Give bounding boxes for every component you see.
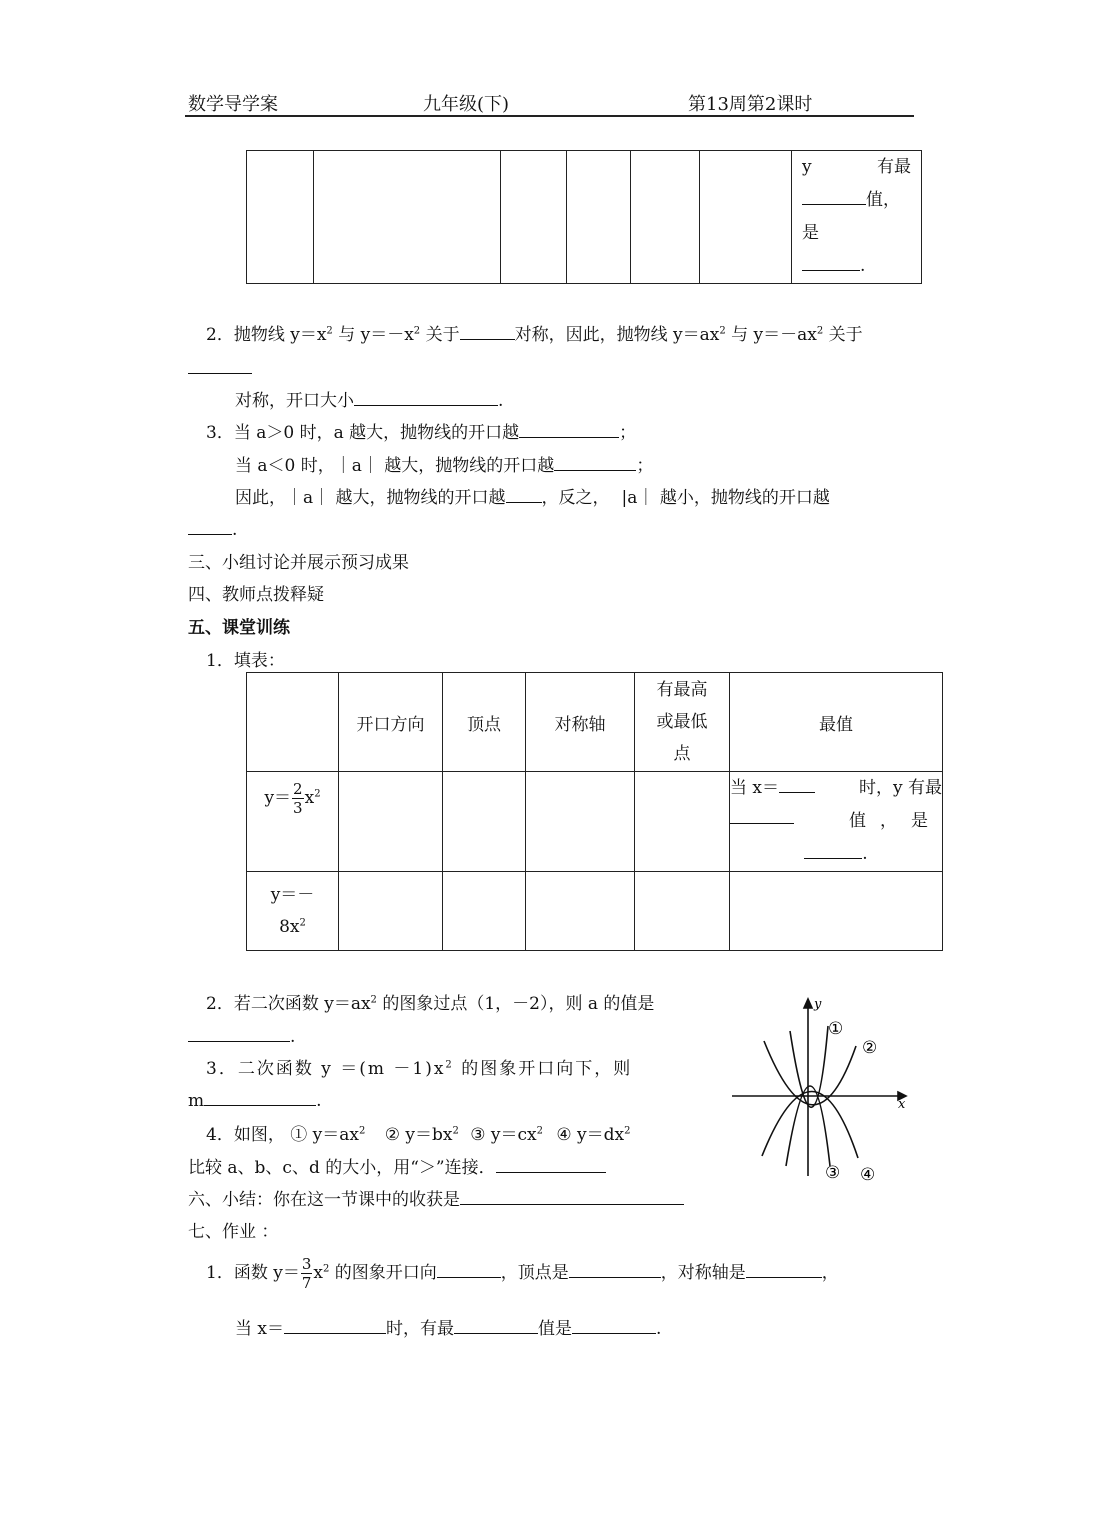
row2-function: y＝－ $8x^2$: [247, 872, 339, 951]
blank[interactable]: [188, 516, 232, 535]
blank[interactable]: [354, 387, 498, 406]
section-4: 四、教师点拨释疑: [188, 585, 324, 605]
blank[interactable]: [496, 1154, 606, 1173]
blank[interactable]: [554, 452, 636, 471]
q3-line3: 因此，｜a｜ 越大，抛物线的开口越 ，反之， |a｜ 越小，抛物线的开口越: [235, 483, 830, 508]
section-5: 五、课堂训练: [188, 618, 290, 638]
q2-line1: 2．抛物线 $y=x^2$ 与 $y=-x^2$ 关于 对称，因此，抛物线 $y=ax^2$ 与 $y=-ax^2$ 关于: [206, 320, 863, 345]
blank[interactable]: [506, 484, 542, 503]
header-left: 数学导学案: [188, 94, 278, 115]
label-2: ②: [862, 1038, 878, 1058]
hw-q1: 1．函数 y＝ $\frac{3}{7}$ $x^2$ 的图象开口向 ，顶点是 ，对称轴是 ，: [206, 1255, 839, 1292]
blank[interactable]: [454, 1315, 538, 1334]
header-vertex: 顶点: [443, 673, 526, 772]
blank[interactable]: [779, 774, 815, 793]
blank[interactable]: [804, 840, 862, 859]
practice-q4: 4．如图， ① $y=ax^2$ ② $y=bx^2$ ③ $y=cx^2$ ④ $y=dx^2$: [206, 1125, 631, 1145]
section-3: 三、小组讨论并展示预习成果: [188, 553, 409, 573]
practice-q4-line2: 比较 a、b、c、d 的大小，用“＞”连接．: [188, 1153, 606, 1178]
section-5-q1: 1．填表：: [206, 651, 285, 671]
blank[interactable]: [188, 355, 252, 374]
practice-q2: 2．若二次函数 $y=ax^2$ 的图象过点（1，－2），则 a 的值是: [206, 994, 655, 1014]
q3-line2: 当 a＜0 时，｜a｜ 越大，抛物线的开口越 ；: [235, 451, 653, 476]
header-extreme: 最值: [730, 673, 943, 772]
blank[interactable]: [802, 252, 860, 271]
row1-extreme-cell: 当 x＝ 时，y 有最 值，是 .: [730, 772, 943, 872]
parabola-figure: [728, 996, 908, 1186]
blank[interactable]: [437, 1259, 501, 1278]
blank[interactable]: [569, 1259, 661, 1278]
q3-line1: 3．当 a＞0 时，a 越大，抛物线的开口越 ；: [206, 418, 636, 443]
hw-q1-line2: 当 x＝ 时，有最 值是 .: [235, 1314, 661, 1339]
top-table: [246, 150, 922, 284]
header-right: 第13周第2课时: [688, 94, 813, 115]
blank[interactable]: [802, 186, 866, 205]
top-table-max-cell: y 有最 值，是 .: [792, 151, 922, 284]
label-3: ③: [825, 1163, 841, 1183]
blank[interactable]: [572, 1315, 656, 1334]
x-label: x: [898, 1097, 906, 1112]
header-axis: 对称轴: [526, 673, 635, 772]
section-7: 七、作业 ：: [188, 1222, 279, 1242]
header-opening: 开口方向: [339, 673, 443, 772]
section-6: 六、小结：你在这一节课中的收获是: [188, 1185, 684, 1210]
parabola-4: [762, 1091, 858, 1158]
blank[interactable]: [204, 1087, 316, 1106]
header-center: 九年级(下): [423, 94, 510, 115]
blank[interactable]: [460, 321, 515, 340]
blank[interactable]: [284, 1315, 386, 1334]
blank[interactable]: [730, 805, 794, 824]
label-1: ①: [828, 1019, 844, 1039]
fill-table: [246, 672, 943, 951]
blank[interactable]: [519, 419, 619, 438]
blank[interactable]: [460, 1186, 684, 1205]
q2-line2: 对称，开口大小 .: [235, 386, 503, 411]
blank[interactable]: [188, 1023, 290, 1042]
row1-function: y＝ $\frac{2}{3}$ $x^2$: [247, 772, 339, 872]
y-arrow-icon: [804, 999, 812, 1008]
header-highest-lowest: 有最高 或最低 点: [635, 673, 730, 772]
blank[interactable]: [746, 1259, 822, 1278]
practice-q3: 3．二次函数 $y =(m -1)x^2$ 的图象开口向下，则: [206, 1059, 633, 1079]
header-rule: [185, 115, 914, 117]
y-label: y: [814, 997, 822, 1012]
label-4: ④: [860, 1165, 876, 1185]
